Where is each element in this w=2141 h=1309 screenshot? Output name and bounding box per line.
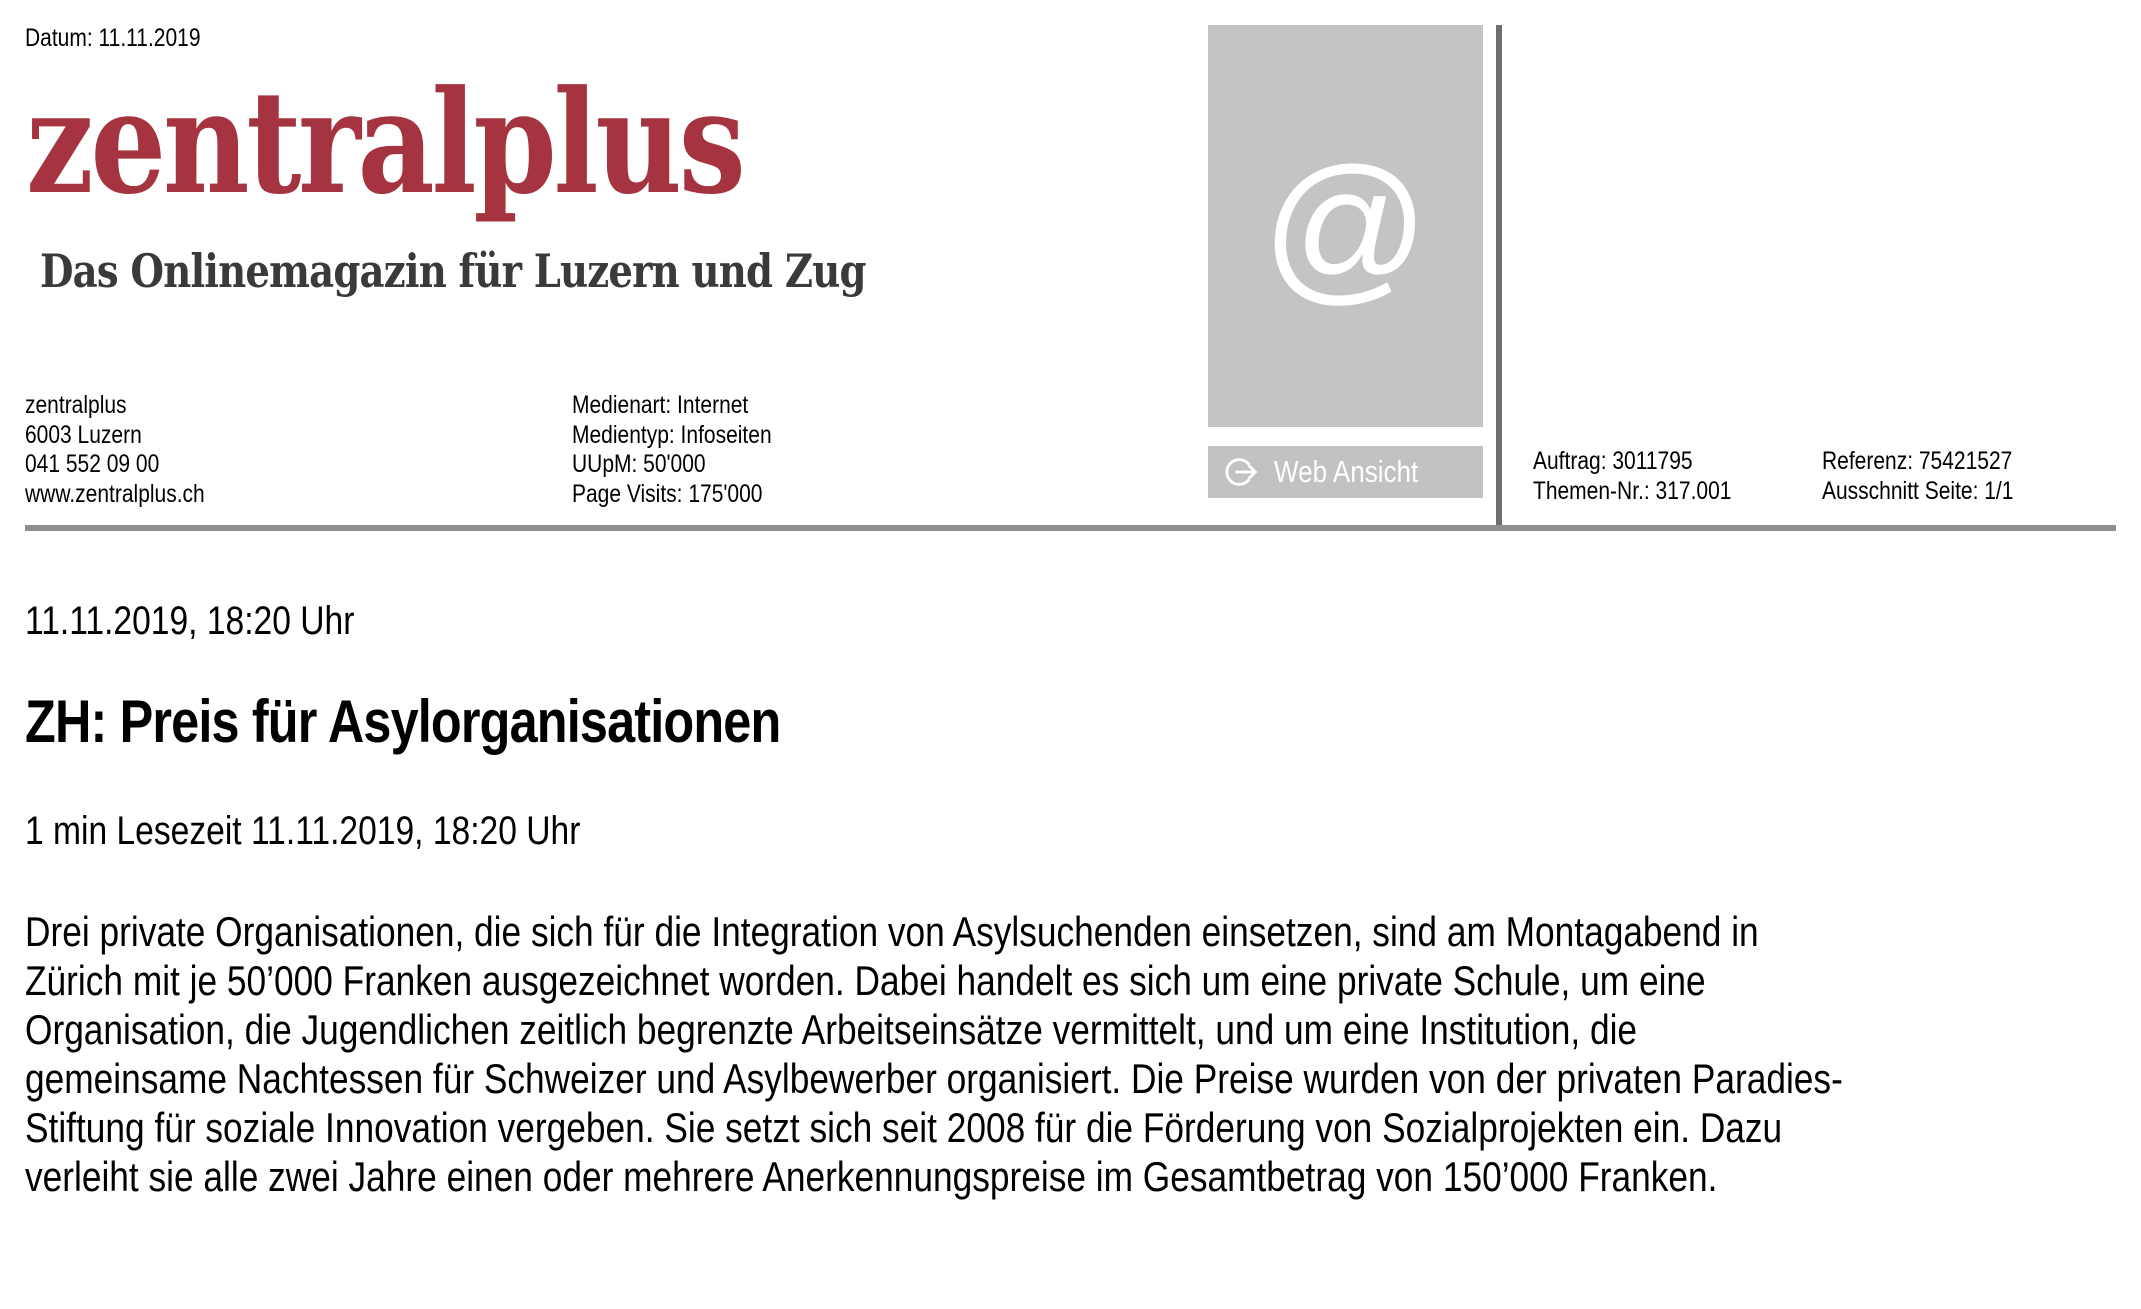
at-icon: @ — [1261, 133, 1430, 318]
clipping-ref-line: Referenz: 75421527 — [1822, 447, 2013, 475]
web-ansicht-label: Web Ansicht — [1274, 454, 1419, 489]
article-body — [25, 907, 2141, 1201]
clipping-ref-line: Auftrag: 3011795 — [1533, 447, 1693, 475]
external-link-icon — [1224, 453, 1262, 491]
web-ansicht-button[interactable] — [1208, 446, 1483, 498]
media-info-line: Medientyp: Infoseiten — [572, 420, 772, 449]
brand-tagline: Das Onlinemagazin für Luzern und Zug — [40, 244, 866, 298]
article-published-date: 11.11.2019, 18:20 Uhr — [25, 599, 355, 643]
publisher-line: zentralplus — [25, 391, 127, 419]
article-title: ZH: Preis für Asylorganisationen — [25, 688, 781, 755]
article-body-line: verleiht sie alle zwei Jahre einen oder mehrere Anerkennungspreise im Gesamtbetrag von 150’000 Franken. — [25, 1153, 1718, 1200]
vertical-divider — [1496, 25, 1502, 531]
clipping-ref-line: Ausschnitt Seite: 1/1 — [1822, 477, 2014, 505]
publisher-line: www.zentralplus.ch — [25, 479, 205, 508]
publisher-line: 041 552 09 00 — [25, 450, 160, 478]
article-body-line: Stiftung für soziale Innovation vergeben. Sie setzt sich seit 2008 für die Förderung von Sozialprojekten ein. Dazu — [25, 1104, 1783, 1151]
article-body-line: Organisation, die Jugendlichen zeitlich begrenzte Arbeitseinsätze vermittelt, und um eine Institution, die — [25, 1006, 1638, 1053]
publisher-line: 6003 Luzern — [25, 420, 142, 449]
article-body-line: Zürich mit je 50’000 Franken ausgezeichnet worden. Dabei handelt es sich um eine private Schule, um eine — [25, 957, 1706, 1004]
media-info-line: UUpM: 50'000 — [572, 450, 706, 478]
clipping-ref-right — [1822, 446, 2050, 506]
clipping-ref-left — [1533, 446, 1769, 506]
media-info-line: Medienart: Internet — [572, 391, 749, 419]
zentralplus-logo: zentralplus — [26, 60, 743, 226]
clipping-ref-line: Themen-Nr.: 317.001 — [1533, 477, 1732, 505]
media-info-line: Page Visits: 175'000 — [572, 479, 763, 508]
article-byline: 1 min Lesezeit 11.11.2019, 18:20 Uhr — [25, 809, 581, 853]
media-info-block — [572, 391, 810, 509]
article-body-line: Drei private Organisationen, die sich für die Integration von Asylsuchenden einsetzen, sind am Montagabend in — [25, 908, 1759, 955]
article-body-line: gemeinsame Nachtessen für Schweizer und Asylbewerber organisiert. Die Preise wurden von der privaten Paradies- — [25, 1055, 1843, 1102]
clipping-date: Datum: 11.11.2019 — [25, 24, 201, 52]
web-preview-placeholder — [1208, 25, 1483, 427]
publisher-address-block — [25, 391, 239, 509]
header-divider — [25, 525, 2116, 531]
